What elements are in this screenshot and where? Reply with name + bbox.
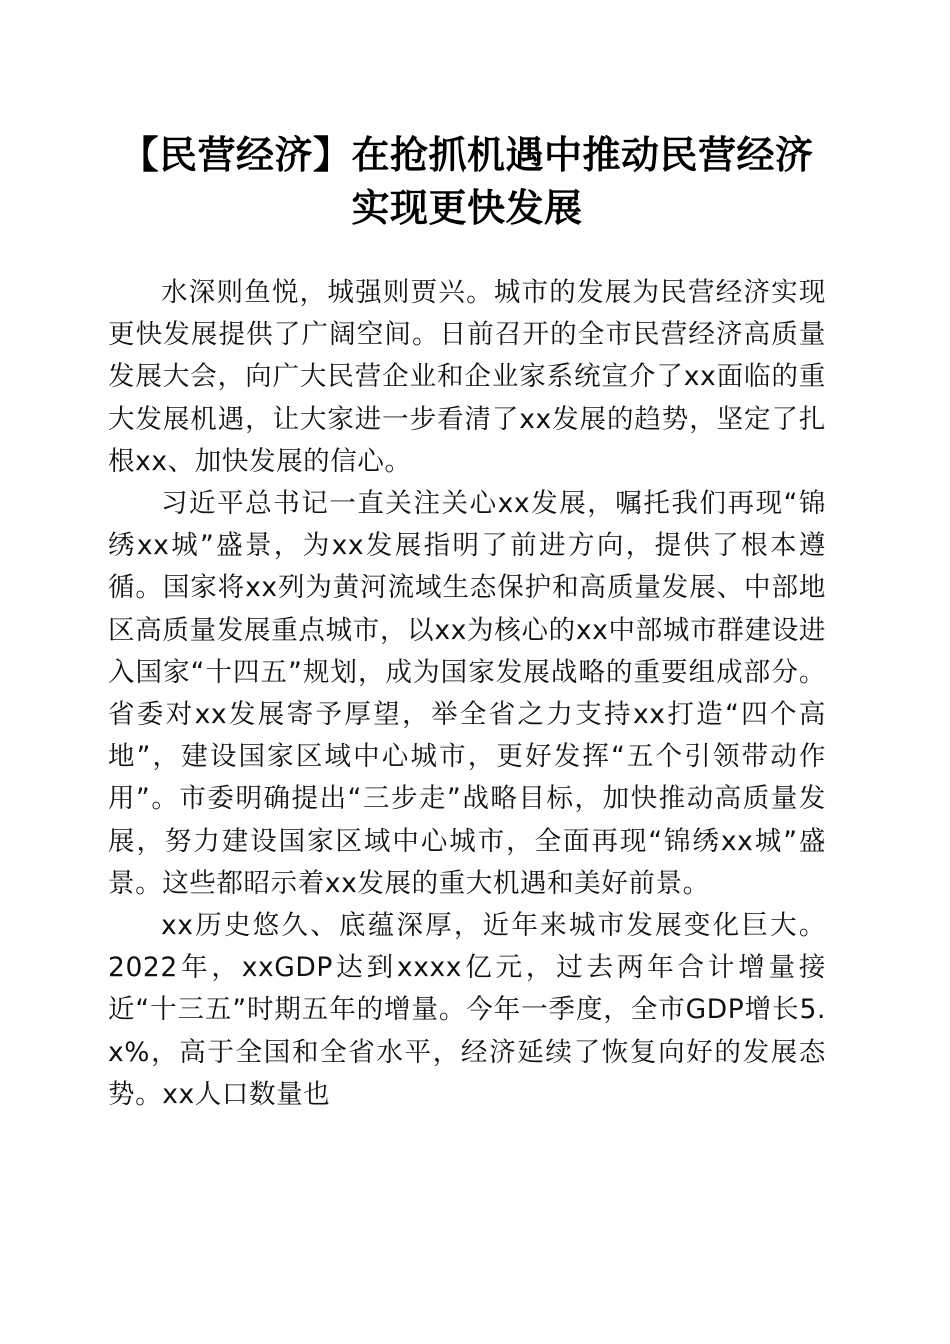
document-content — [108, 0, 826, 1116]
paragraph-1: 水深则鱼悦，城强则贾兴。城市的发展为民营经济实现更快发展提供了广阔空间。日前召开的全市民营经济高质量发展大会，向广大民营企业和企业家系统宣介了xx面临的重大发展机遇，让大家进一步看清了xx发展的趋势，坚定了扎根xx、加快发展的信心。 — [108, 277, 826, 477]
paragraph-3: xx历史悠久、底蕴深厚，近年来城市发展变化巨大。2022年，xxGDP达到xxxx亿元，过去两年合计增量接近“十三五”时期五年的增量。今年一季度，全市GDP增长5. x%，高于全国和全省水平，经济延续了恢复向好的发展态势。xx人口数量也 — [108, 910, 826, 1110]
document-body — [108, 272, 826, 1116]
page-title: 【民营经济】在抢抓机遇中推动民营经济实现更快发展 — [120, 132, 814, 230]
paragraph-2: 习近平总书记一直关注关心xx发展，嘱托我们再现“锦绣xx城”盛景，为xx发展指明了前进方向，提供了根本遵循。国家将xx列为黄河流域生态保护和高质量发展、中部地区高质量发展重点城市，以xx为核心的xx中部城市群建设进入国家“十四五”规划，成为国家发展战略的重要组成部分。省委对xx发展寄予厚望，举全省之力支持xx打造“四个高地”，建设国家区域中心城市，更好发挥“五个引领带动作用”。市委明确提出“三步走”战略目标，加快推动高质量发展，努力建设国家区域中心城市，全面再现“锦绣xx城”盛景。这些都昭示着xx发展的重大机遇和美好前景。 — [108, 488, 826, 899]
